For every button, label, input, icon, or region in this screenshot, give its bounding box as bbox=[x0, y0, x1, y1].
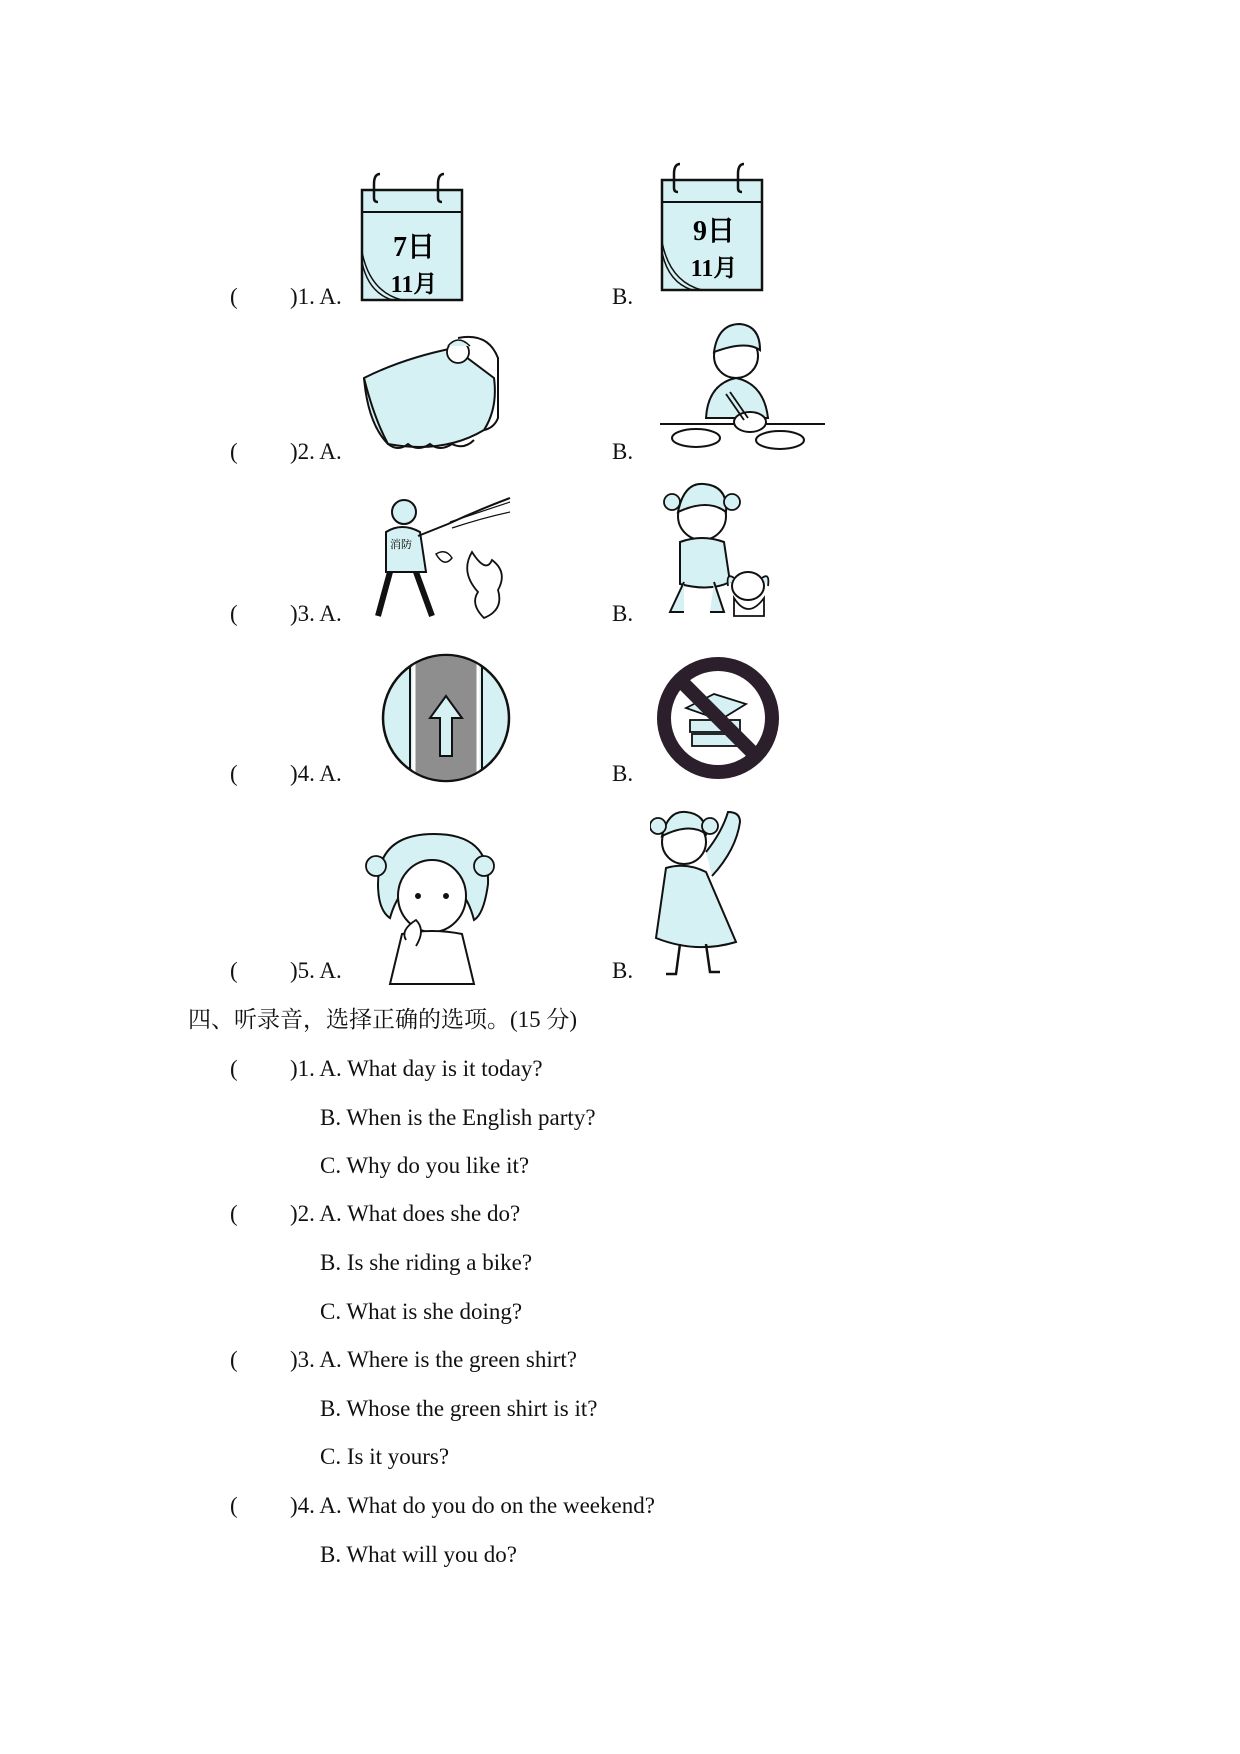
item-2-b-label: B. bbox=[612, 439, 634, 464]
q4-option-b: B. What will you do? bbox=[320, 1542, 517, 1567]
girl-with-dog-icon[interactable] bbox=[662, 482, 777, 622]
item-2-label: )2. A. bbox=[290, 439, 342, 464]
calendar-a-icon[interactable] bbox=[358, 172, 466, 304]
answer-paren[interactable]: ( bbox=[230, 439, 238, 464]
answer-paren[interactable]: ( bbox=[230, 761, 238, 786]
calendar-b-month: 11月 bbox=[690, 256, 738, 282]
item-5-label: )5. A. bbox=[290, 958, 342, 983]
q1-option-a: )1. A. What day is it today? bbox=[290, 1056, 543, 1081]
answer-paren[interactable]: ( bbox=[230, 1493, 238, 1518]
q3-option-a: )3. A. Where is the green shirt? bbox=[290, 1347, 577, 1372]
item-1-label: )1. A. bbox=[290, 284, 342, 309]
answer-paren[interactable]: ( bbox=[230, 1056, 238, 1081]
firefighter-label: 消防 bbox=[390, 538, 412, 551]
item-3-label: )3. A. bbox=[290, 601, 342, 626]
calendar-b-day: 9日 bbox=[692, 216, 736, 247]
no-books-sign-icon[interactable] bbox=[656, 656, 780, 780]
girl-stretching-icon[interactable] bbox=[650, 806, 750, 986]
q2-option-a: )2. A. What does she do? bbox=[290, 1201, 521, 1226]
firefighter-icon[interactable] bbox=[368, 492, 513, 622]
item-1-b-label: B. bbox=[612, 284, 634, 309]
calendar-a-month: 11月 bbox=[390, 272, 438, 298]
q3-option-b: B. Whose the green shirt is it? bbox=[320, 1396, 598, 1421]
section-4-heading: 四、听录音，选择正确的选项。(15 分) bbox=[188, 1007, 578, 1032]
item-4-b-label: B. bbox=[612, 761, 634, 786]
boy-eating-icon[interactable] bbox=[660, 322, 825, 452]
item-4-label: )4. A. bbox=[290, 761, 342, 786]
q4-option-a: )4. A. What do you do on the weekend? bbox=[290, 1493, 655, 1518]
answer-paren[interactable]: ( bbox=[230, 601, 238, 626]
answer-paren[interactable]: ( bbox=[230, 958, 238, 983]
item-3-b-label: B. bbox=[612, 601, 634, 626]
calendar-b-icon[interactable] bbox=[658, 162, 766, 294]
sleeping-in-bed-icon[interactable] bbox=[358, 328, 508, 458]
answer-paren[interactable]: ( bbox=[230, 1201, 238, 1226]
q1-option-c: C. Why do you like it? bbox=[320, 1153, 530, 1178]
girl-thinking-icon[interactable] bbox=[362, 830, 502, 985]
calendar-a-day: 7日 bbox=[392, 232, 436, 263]
q2-option-b: B. Is she riding a bike? bbox=[320, 1250, 533, 1275]
q2-option-c: C. What is she doing? bbox=[320, 1299, 523, 1324]
item-5-b-label: B. bbox=[612, 958, 634, 983]
go-straight-sign-icon[interactable] bbox=[380, 652, 512, 784]
answer-paren[interactable]: ( bbox=[230, 284, 238, 309]
q1-option-b: B. When is the English party? bbox=[320, 1105, 596, 1130]
answer-paren[interactable]: ( bbox=[230, 1347, 238, 1372]
q3-option-c: C. Is it yours? bbox=[320, 1444, 450, 1469]
